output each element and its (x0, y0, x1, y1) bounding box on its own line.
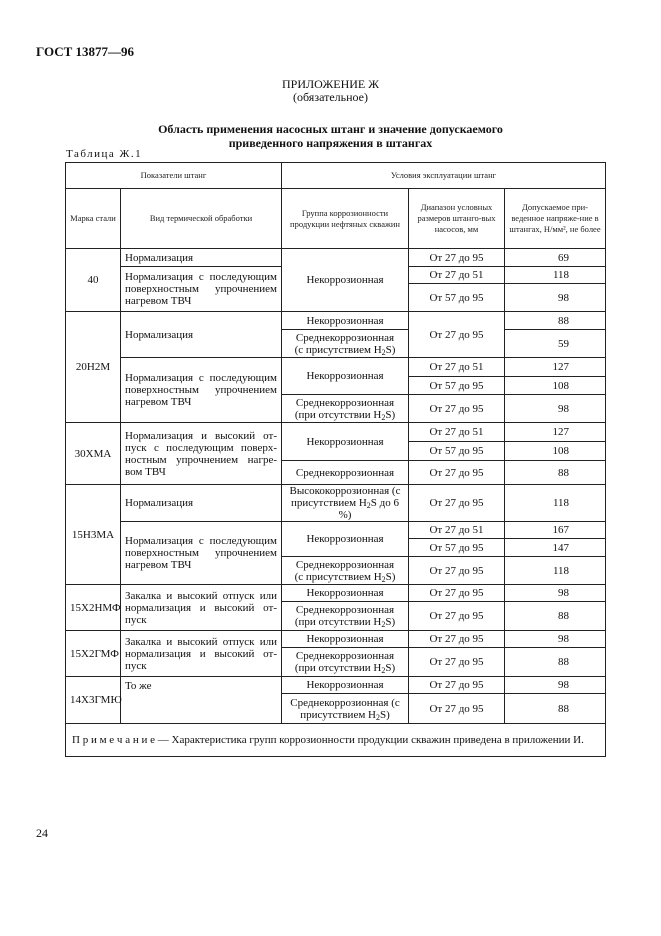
range-cell: От 27 до 95 (409, 694, 505, 724)
range-cell: От 27 до 51 (409, 522, 505, 539)
treatment-cell: Нормализация и высокий от-пуск с последующим поверх-ностным упрочнением нагре-вом ТВЧ (121, 423, 282, 485)
corrosion-cell: Некоррозионная (282, 585, 409, 602)
range-cell: От 27 до 95 (409, 585, 505, 602)
corrosion-cell: Некоррозионная (282, 249, 409, 312)
range-cell: От 27 до 95 (409, 485, 505, 522)
stress-cell: 88 (505, 648, 606, 677)
stress-cell: 88 (505, 312, 606, 330)
grade-cell: 15Н3МА (66, 485, 121, 585)
table-row (66, 631, 606, 648)
range-cell: От 27 до 95 (409, 395, 505, 423)
table-title-line-1: Область применения насосных штанг и значение допускаемого (158, 122, 503, 136)
range-cell: От 57 до 95 (409, 442, 505, 461)
range-cell: От 27 до 95 (409, 648, 505, 677)
range-cell: От 27 до 95 (409, 557, 505, 585)
grade-cell: 40 (66, 249, 121, 312)
corrosion-cell: Некоррозионная (282, 522, 409, 557)
stress-cell: 88 (505, 602, 606, 631)
table-note: П р и м е ч а н и е — Характеристика групп коррозионности продукции скважин приведена в приложении И. (66, 724, 606, 757)
col-header-grade: Марка стали (66, 189, 121, 249)
treatment-cell: Закалка и высокий отпуск или нормализация и высокий от-пуск (121, 631, 282, 677)
corrosion-cell: Среднекоррозионная (282, 461, 409, 485)
treatment-cell: Нормализация с последующим поверхностным упрочнением нагревом ТВЧ (121, 522, 282, 585)
treatment-cell: Нормализация с последующим поверхностным упрочнением нагревом ТВЧ (121, 358, 282, 423)
corrosion-cell: Некоррозионная (282, 358, 409, 395)
stress-cell: 108 (505, 442, 606, 461)
corrosion-cell: Среднекоррозионная (при отсутствии $H_2S$) (282, 395, 409, 423)
stress-cell: 88 (505, 461, 606, 485)
range-cell: От 27 до 51 (409, 358, 505, 377)
range-cell: От 57 до 95 (409, 377, 505, 395)
grade-cell: 15Х2ГМФ (66, 631, 121, 677)
corrosion-cell: Среднекоррозионная (при отсутствии $H_2S$) (282, 648, 409, 677)
document-code: ГОСТ 13877—96 (36, 44, 135, 59)
range-cell: От 27 до 95 (409, 312, 505, 358)
corrosion-cell: Некоррозионная (282, 312, 409, 330)
col-header-range: Диапазон условных размеров штанго-вых насосов, мм (409, 189, 505, 249)
treatment-cell: То же (121, 677, 282, 724)
stress-cell: 118 (505, 485, 606, 522)
stress-cell: 127 (505, 423, 606, 442)
treatment-cell: Закалка и высокий отпуск или нормализация и высокий от-пуск (121, 585, 282, 631)
table-row (66, 522, 606, 539)
range-cell: От 27 до 51 (409, 423, 505, 442)
treatment-cell: Нормализация (121, 312, 282, 358)
corrosion-cell: Некоррозионная (282, 423, 409, 461)
range-cell: От 27 до 95 (409, 631, 505, 648)
treatment-cell: Нормализация с последующим поверхностным упрочнением нагревом ТВЧ (121, 267, 282, 312)
corrosion-cell: Некоррозионная (282, 677, 409, 694)
stress-cell: 59 (505, 330, 606, 358)
grade-cell: 30ХМА (66, 423, 121, 485)
range-cell: От 57 до 95 (409, 284, 505, 312)
table-row (66, 423, 606, 442)
rod-application-table (65, 162, 606, 757)
stress-cell: 98 (505, 395, 606, 423)
stress-cell: 88 (505, 694, 606, 724)
stress-cell: 167 (505, 522, 606, 539)
grade-cell: 15Х2НМФ (66, 585, 121, 631)
stress-cell: 98 (505, 677, 606, 694)
stress-cell: 118 (505, 267, 606, 284)
range-cell: От 27 до 95 (409, 461, 505, 485)
table-row (66, 249, 606, 267)
table-row (66, 677, 606, 694)
range-cell: От 27 до 95 (409, 249, 505, 267)
treatment-cell: Нормализация (121, 485, 282, 522)
stress-cell: 147 (505, 539, 606, 557)
range-cell: От 27 до 95 (409, 677, 505, 694)
table-row (66, 358, 606, 377)
stress-cell: 69 (505, 249, 606, 267)
range-cell: От 27 до 95 (409, 602, 505, 631)
table-row (66, 485, 606, 522)
corrosion-cell: Среднекоррозионная (при отсутствии $H_2S$) (282, 602, 409, 631)
page-number: 24 (36, 826, 48, 840)
grade-cell: 20Н2М (66, 312, 121, 423)
appendix-title: ПРИЛОЖЕНИЕ Ж (281, 77, 379, 91)
stress-cell: 118 (505, 557, 606, 585)
stress-cell: 98 (505, 585, 606, 602)
table-label: Таблица Ж.1 (66, 148, 143, 160)
range-cell: От 27 до 51 (409, 267, 505, 284)
stress-cell: 98 (505, 631, 606, 648)
table-title-line-2: приведенного напряжения в штангах (228, 136, 433, 150)
table-row (66, 312, 606, 330)
header-conditions: Условия эксплуатации штанг (282, 163, 606, 189)
corrosion-cell: Некоррозионная (282, 631, 409, 648)
header-rod-indicators: Показатели штанг (66, 163, 282, 189)
col-header-treatment: Вид термической обработки (121, 189, 282, 249)
range-cell: От 57 до 95 (409, 539, 505, 557)
treatment-cell: Нормализация (121, 249, 282, 267)
col-header-corrosion: Группа коррозионности продукции нефтяных скважин (282, 189, 409, 249)
stress-cell: 127 (505, 358, 606, 377)
table-title (0, 122, 661, 150)
stress-cell: 108 (505, 377, 606, 395)
table-row (66, 585, 606, 602)
stress-cell: 98 (505, 284, 606, 312)
appendix-status: (обязательное) (293, 90, 368, 104)
corrosion-cell: Среднекоррозионная (с присутствием $H_2S$) (282, 557, 409, 585)
appendix-heading (0, 78, 661, 104)
corrosion-cell: Среднекоррозионная (с присутствием $H_2S$) (282, 330, 409, 358)
corrosion-cell: Среднекоррозионная (с присутствием $H_2S$) (282, 694, 409, 724)
corrosion-cell: Высококоррозионная (с присутствием $H_2S$ до 6 %) (282, 485, 409, 522)
col-header-stress: Допускаемое при-веденное напряже-ние в штангах, Н/мм², не более (505, 189, 606, 249)
grade-cell: 14Х3ГМЮ (66, 677, 121, 724)
